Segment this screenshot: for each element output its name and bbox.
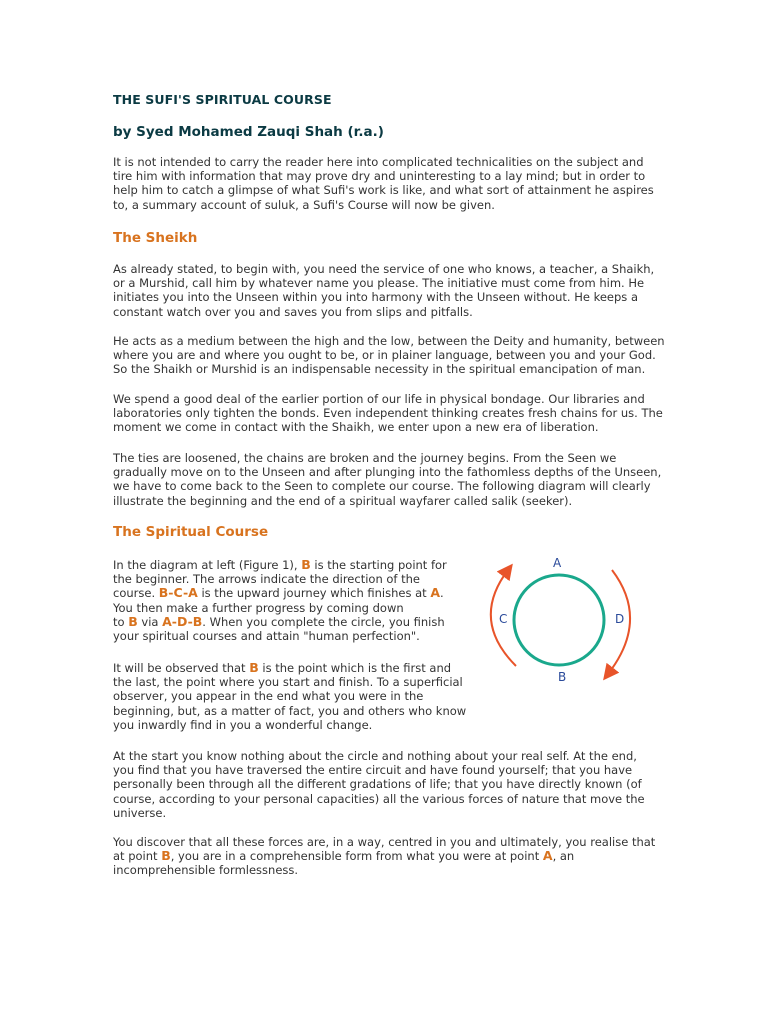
section-heading-sheikh: The Sheikh [113,230,198,246]
sheikh-paragraph-4: The ties are loosened, the chains are broken and the journey begins. From the Seen we gradually move on to the Unseen and after plunging into the fathomless depths of the Unseen, we have to come back to the Seen to complete our course. The following diagram will clearly illustrate the beginning and the end of a spiritual wayfarer called salik (seeker). [113,451,662,508]
spiritual-course-circle-diagram [478,548,648,693]
course-paragraph-1: In the diagram at left (Figure 1), B is the starting point for the beginner. The arrows indicate the direction of the course. B-C-A is the upward journey which finishes at A. You then make a further progress by coming down to B via A-D-B. When you complete the circle, you finish your spiritual courses and attain "human perfection". [113,557,447,644]
diagram-label-d: D [615,612,625,626]
section-heading-spiritual-course: The Spiritual Course [113,524,269,540]
course-circle [514,575,604,665]
course-paragraph-4: You discover that all these forces are, in a way, centred in you and ultimately, you realise that at point B, you are in a comprehensible form from what you were at point A, an incomprehensible formlessness. [113,835,656,878]
diagram-label-a: A [553,556,562,570]
intro-paragraph: It is not intended to carry the reader here into complicated technicalities on the subject and tire him with information that may prove dry and uninteresting to a lay mind; but in order to help him to catch a glimpse of what Sufi's work is like, and what sort of attainment he aspires to, a summary account of suluk, a Sufi's Course will now be given. [113,155,654,212]
diagram-label-c: C [499,612,508,626]
sheikh-paragraph-1: As already stated, to begin with, you need the service of one who knows, a teacher, a Shaikh, or a Murshid, call him by whatever name you please. The initiative must come from him. He initiates you into the Unseen within you into harmony with the Unseen without. He keeps a constant watch over you and saves you from slips and pitfalls. [113,262,655,319]
sheikh-paragraph-3: We spend a good deal of the earlier portion of our life in physical bondage. Our libraries and laboratories only tighten the bonds. Even independent thinking creates fresh chains for us. The moment we come in contact with the Shaikh, we enter upon a new era of liberation. [113,392,663,435]
course-paragraph-3: At the start you know nothing about the circle and nothing about your real self. At the end, you find that you have traversed the entire circuit and have found yourself; that you have personally been through all the different gradations of life; that you have directly known (of course, according to your personal capacities) all the various forces of nature that move the universe. [113,749,645,820]
diagram-label-b: B [558,670,567,684]
author-byline: by Syed Mohamed Zauqi Shah (r.a.) [113,124,384,140]
sheikh-paragraph-2: He acts as a medium between the high and the low, between the Deity and humanity, between where you are and where you ought to be, or in plainer language, between you and your God. So the Shaikh or Murshid is an indispensable necessity in the spiritual emancipation of man. [113,334,665,377]
course-paragraph-2: It will be observed that B is the point which is the first and the last, the point where you start and finish. To a superficial observer, you appear in the end what you were in the beginning, but, as a matter of fact, you and others who know you inwardly find in you a wonderful change. [113,660,467,732]
page-title: THE SUFI'S SPIRITUAL COURSE [113,92,332,107]
